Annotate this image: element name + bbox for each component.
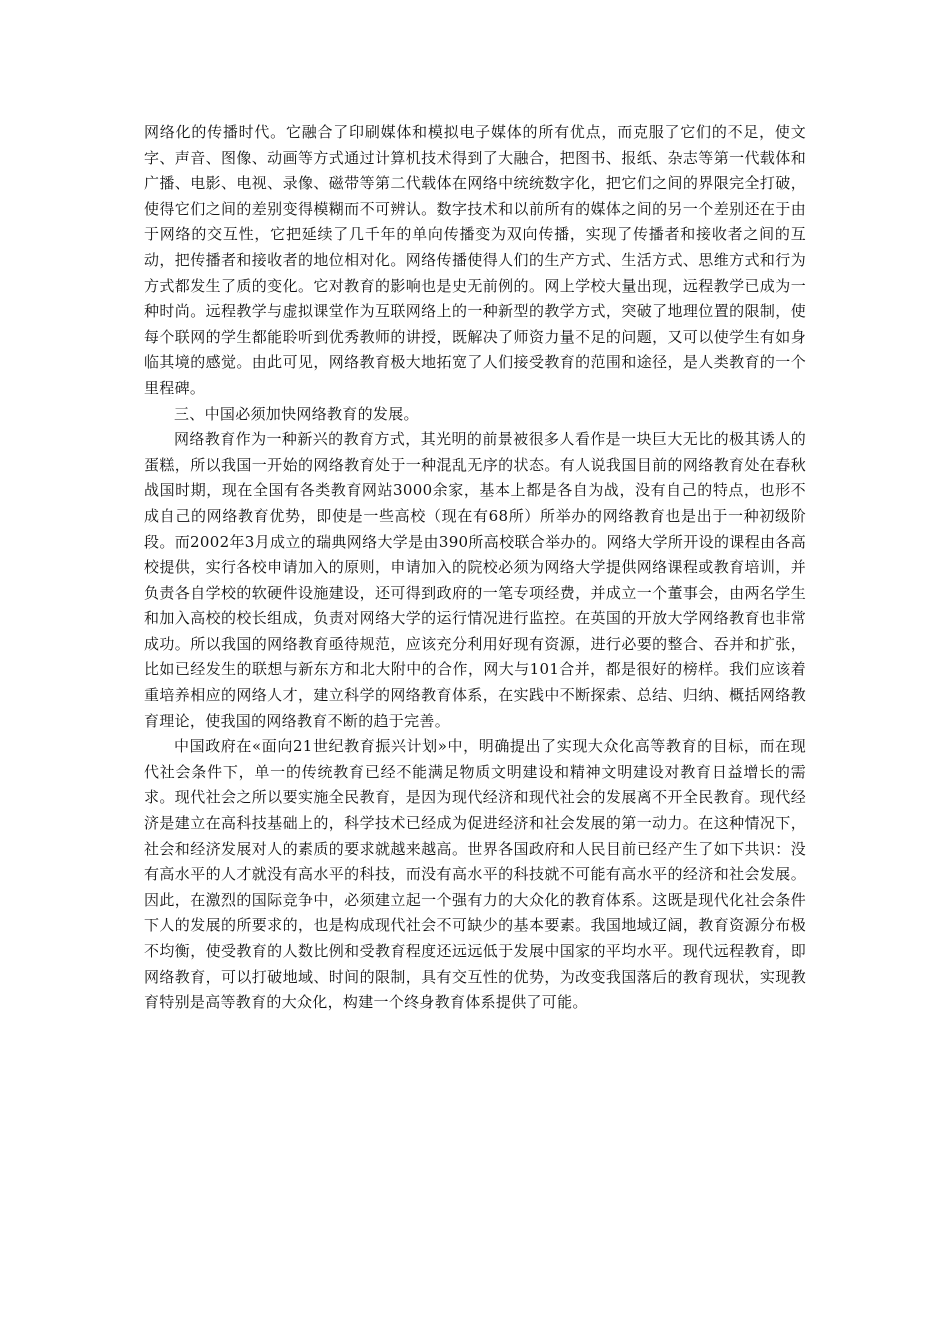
document-body <box>144 120 806 1016</box>
section-heading: 三、中国必须加快网络教育的发展。 <box>174 404 419 423</box>
paragraph-network-education-status: 网络教育作为一种新兴的教育方式，其光明的前景被很多人看作是一块巨大无比的极其诱人的蛋糕，所以我国一开始的网络教育处于一种混乱无序的状态。有人说我国目前的网络教育处在春秋战国时期，现在全国有各类教育网站3000余家，基本上都是各自为战，没有自己的特点，也形不成自己的网络教育优势，即使是一些高校（现在有68所）所举办的网络教育也是出于一种初级阶段。而2002年3月成立的瑞典网络大学是由390所高校联合举办的。网络大学所开设的课程由各高校提供，实行各校申请加入的原则，申请加入的院校必须为网络大学提供网络课程或教育培训，并负责各自学校的软硬件设施建设，还可得到政府的一笔专项经费，并成立一个董事会，由两名学生和加入高校的校长组成，负责对网络大学的运行情况进行监控。在英国的开放大学网络教育也非常成功。所以我国的网络教育亟待规范，应该充分利用好现有资源，进行必要的整合、吞并和扩张，比如已经发生的联想与新东方和北大附中的合作，网大与101合并，都是很好的榜样。我们应该着重培养相应的网络人才，建立科学的网络教育体系，在实践中不断探索、总结、归纳、概括网络教育理论，使我国的网络教育不断的趋于完善。 <box>144 430 806 730</box>
paragraph-continuation: 网络化的传播时代。它融合了印刷媒体和模拟电子媒体的所有优点，而克服了它们的不足，使文字、声音、图像、动画等方式通过计算机技术得到了大融合，把图书、报纸、杂志等第一代载体和广播、电影、电视、录像、磁带等第二代载体在网络中统统数字化，把它们之间的界限完全打破，使得它们之间的差别变得模糊而不可辨认。数字技术和以前所有的媒体之间的另一个差别还在于由于网络的交互性，它把延续了几千年的单向传播变为双向传播，实现了传播者和接收者之间的互动，把传播者和接收者的地位相对化。网络传播使得人们的生产方式、生活方式、思维方式和行为方式都发生了质的变化。它对教育的影响也是史无前例的。网上学校大量出现，远程教学已成为一种时尚。远程教学与虚拟课堂作为互联网络上的一种新型的教学方式，突破了地理位置的限制，使每个联网的学生都能聆听到优秀教师的讲授，既解决了师资力量不足的问题，又可以使学生有如身临其境的感觉。由此可见，网络教育极大地拓宽了人们接受教育的范围和途径，是人类教育的一个里程碑。 <box>144 123 806 397</box>
paragraph-government-plan: 中国政府在«面向21世纪教育振兴计划»中，明确提出了实现大众化高等教育的目标，而在现代社会条件下，单一的传统教育已经不能满足物质文明建设和精神文明建设对教育日益增长的需求。现代社会之所以要实施全民教育，是因为现代经济和现代社会的发展离不开全民教育。现代经济是建立在高科技基础上的，科学技术已经成为促进经济和社会发展的第一动力。在这种情况下，社会和经济发展对人的素质的要求就越来越高。世界各国政府和人民目前已经产生了如下共识：没有高水平的人才就没有高水平的科技，而没有高水平的科技就不可能有高水平的经济和社会发展。因此，在激烈的国际竞争中，必须建立起一个强有力的大众化的教育体系。这既是现代化社会条件下人的发展的所要求的，也是构成现代社会不可缺少的基本要素。我国地域辽阔，教育资源分布极不均衡，使受教育的人数比例和受教育程度还远远低于发展中国家的平均水平。现代远程教育，即网络教育，可以打破地域、时间的限制，具有交互性的优势，为改变我国落后的教育现状，实现教育特别是高等教育的大众化，构建一个终身教育体系提供了可能。 <box>144 737 806 1012</box>
